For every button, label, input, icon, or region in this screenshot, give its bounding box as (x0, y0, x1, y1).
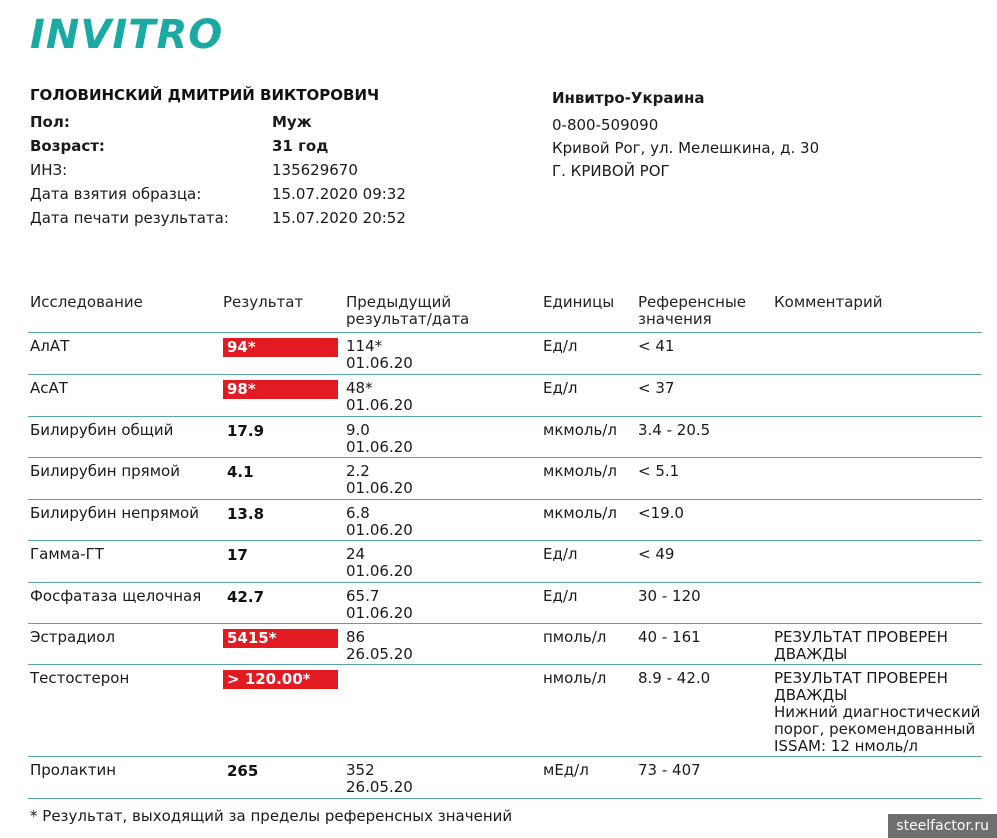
comment-line: ISSAM: 12 нмоль/л (774, 737, 918, 755)
table-row (28, 541, 982, 583)
cell-test: Пролактин (28, 757, 223, 799)
table-header (28, 290, 982, 333)
prev-value: 6.8 (346, 504, 370, 522)
cell-ref: < 5.1 (638, 458, 774, 500)
prev-date: 01.06.20 (346, 562, 413, 580)
age-value: 31 год (272, 137, 329, 155)
cell-ref: 3.4 - 20.5 (638, 417, 774, 458)
cell-units: нмоль/л (543, 665, 638, 757)
prev-date: 01.06.20 (346, 354, 413, 372)
header-prev (346, 290, 543, 333)
cell-result-flagged: 94* (223, 338, 338, 357)
cell-test: Билирубин непрямой (28, 500, 223, 541)
comment-line: Нижний диагностический (774, 703, 981, 721)
comment-line: РЕЗУЛЬТАТ ПРОВЕРЕН (774, 669, 948, 687)
cell-prev (346, 624, 543, 665)
lab-city: Г. КРИВОЙ РОГ (552, 161, 670, 180)
cell-result: 17.9 (227, 422, 265, 440)
table-row (28, 417, 982, 458)
cell-prev (346, 417, 543, 458)
cell-comment (774, 458, 982, 500)
comment-line: порог, рекомендованный (774, 720, 976, 738)
lab-info (552, 86, 819, 182)
comment-line: ДВАЖДЫ (774, 686, 848, 704)
cell-test: Билирубин прямой (28, 458, 223, 500)
cell-comment (774, 333, 982, 375)
cell-ref: <19.0 (638, 500, 774, 541)
inz-label: ИНЗ: (30, 161, 68, 179)
header-ref (638, 290, 774, 333)
table-row (28, 375, 982, 417)
cell-comment (774, 757, 982, 799)
cell-comment (774, 375, 982, 417)
cell-ref: 40 - 161 (638, 624, 774, 665)
prev-value: 2.2 (346, 462, 370, 480)
header-result: Результат (223, 293, 304, 311)
cell-comment (774, 624, 982, 665)
prev-value: 9.0 (346, 421, 370, 439)
prev-value: 352 (346, 761, 375, 779)
prev-value: 48* (346, 379, 373, 397)
cell-ref: < 37 (638, 375, 774, 417)
cell-ref: < 41 (638, 333, 774, 375)
cell-test: АлАТ (28, 333, 223, 375)
cell-ref: 73 - 407 (638, 757, 774, 799)
cell-result: 4.1 (227, 463, 254, 481)
header-ref-line2: значения (638, 310, 712, 328)
cell-test: Гамма-ГТ (28, 541, 223, 583)
prev-value: 24 (346, 545, 366, 563)
inz-value: 135629670 (272, 161, 358, 179)
prev-date: 01.06.20 (346, 604, 413, 622)
cell-test: Фосфатаза щелочная (28, 583, 223, 624)
footnote: * Результат, выходящий за пределы референсных значений (30, 807, 513, 825)
header-comment: Комментарий (774, 293, 883, 311)
cell-result: 42.7 (227, 588, 265, 606)
print-date-label: Дата печати результата: (30, 209, 229, 227)
cell-units: пмоль/л (543, 624, 638, 665)
table-row (28, 757, 982, 799)
patient-name: ГОЛОВИНСКИЙ ДМИТРИЙ ВИКТОРОВИЧ (30, 86, 380, 104)
cell-units: Ед/л (543, 541, 638, 583)
cell-prev (346, 500, 543, 541)
table-row (28, 624, 982, 665)
cell-prev (346, 333, 543, 375)
cell-ref: 30 - 120 (638, 583, 774, 624)
sample-date-row (30, 182, 406, 206)
gender-row (30, 110, 406, 134)
cell-result: 265 (227, 762, 259, 780)
cell-prev (346, 458, 543, 500)
table-row (28, 458, 982, 500)
cell-test: Эстрадиол (28, 624, 223, 665)
print-date-value: 15.07.2020 20:52 (272, 209, 406, 227)
age-row (30, 134, 406, 158)
cell-comment (774, 665, 982, 757)
prev-value: 114* (346, 337, 383, 355)
prev-date: 01.06.20 (346, 438, 413, 456)
sample-date-label: Дата взятия образца: (30, 185, 202, 203)
cell-ref: < 49 (638, 541, 774, 583)
prev-date: 01.06.20 (346, 396, 413, 414)
cell-comment (774, 417, 982, 458)
cell-prev (346, 375, 543, 417)
watermark: steelfactor.ru (888, 814, 997, 838)
prev-date: 01.06.20 (346, 521, 413, 539)
cell-test: АсАТ (28, 375, 223, 417)
table-row (28, 333, 982, 375)
cell-units: Ед/л (543, 583, 638, 624)
cell-units: мкмоль/л (543, 458, 638, 500)
header-units: Единицы (543, 293, 615, 311)
comment-line: РЕЗУЛЬТАТ ПРОВЕРЕН (774, 628, 948, 646)
inz-row (30, 158, 406, 182)
cell-comment (774, 583, 982, 624)
header-ref-line1: Референсные (638, 293, 747, 311)
header-prev-line1: Предыдущий (346, 293, 452, 311)
cell-result: 13.8 (227, 505, 265, 523)
prev-value: 65.7 (346, 587, 380, 605)
prev-value: 86 (346, 628, 366, 646)
gender-label: Пол: (30, 113, 70, 131)
cell-units: мкмоль/л (543, 417, 638, 458)
prev-date: 26.05.20 (346, 778, 413, 796)
cell-test: Тестостерон (28, 665, 223, 757)
comment-line: ДВАЖДЫ (774, 645, 848, 663)
table-row (28, 665, 982, 757)
cell-units: мкмоль/л (543, 500, 638, 541)
cell-result-flagged: 98* (223, 380, 338, 399)
cell-result-flagged: 5415* (223, 629, 338, 648)
cell-prev (346, 757, 543, 799)
age-label: Возраст: (30, 137, 105, 155)
table-row (28, 500, 982, 541)
table-row (28, 583, 982, 624)
lab-address: Кривой Рог, ул. Мелешкина, д. 30 (552, 138, 820, 157)
gender-value: Муж (272, 113, 312, 131)
cell-comment (774, 541, 982, 583)
prev-date: 01.06.20 (346, 479, 413, 497)
lab-title: Инвитро-Украина (552, 88, 705, 107)
cell-comment (774, 500, 982, 541)
header-prev-line2: результат/дата (346, 310, 470, 328)
cell-prev (346, 583, 543, 624)
lab-phone: 0-800-509090 (552, 115, 659, 134)
cell-units: мЕд/л (543, 757, 638, 799)
cell-units: Ед/л (543, 375, 638, 417)
prev-date: 26.05.20 (346, 645, 413, 663)
cell-result-flagged: > 120.00* (223, 670, 338, 689)
sample-date-value: 15.07.2020 09:32 (272, 185, 406, 203)
cell-test: Билирубин общий (28, 417, 223, 458)
print-date-row (30, 206, 406, 230)
cell-ref: 8.9 - 42.0 (638, 665, 774, 757)
cell-units: Ед/л (543, 333, 638, 375)
cell-result: 17 (227, 546, 248, 564)
header-test: Исследование (30, 293, 143, 311)
invitro-logo: INVITRO (30, 12, 224, 58)
cell-prev (346, 541, 543, 583)
results-table (28, 290, 982, 799)
cell-prev (346, 665, 543, 757)
patient-info (30, 86, 406, 230)
